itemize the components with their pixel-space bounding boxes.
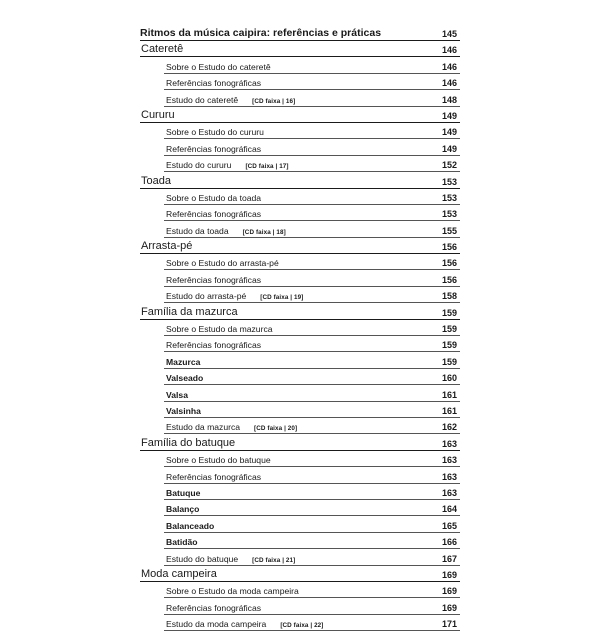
toc-heading <box>140 24 460 39</box>
toc-entry-row <box>140 88 460 104</box>
toc-entry-label: Sobre o Estudo do cururu <box>166 127 264 138</box>
toc-entry-row <box>140 400 460 416</box>
cd-track-reference: [CD faixa | 22] <box>280 622 324 630</box>
toc-entry-row <box>140 121 460 137</box>
toc-entry-row <box>140 137 460 153</box>
toc-entry-label: Estudo da mazurca <box>166 422 241 433</box>
toc-entry-page: 159 <box>441 356 457 367</box>
toc-section-title: Família da mazurca <box>141 305 238 318</box>
cd-track-reference: [CD faixa | 16] <box>252 97 296 105</box>
toc-entry-page: 159 <box>441 324 457 335</box>
toc-entry-row <box>140 268 460 284</box>
toc-section-row <box>140 564 460 580</box>
toc-entry-page: 156 <box>441 274 457 285</box>
toc-entry-label: Sobre o Estudo do arrasta-pé <box>166 258 279 269</box>
toc-entry-row <box>140 531 460 547</box>
toc-entry-label: Referências fonográficas <box>166 340 262 351</box>
toc-entry-label: Sobre o Estudo da toada <box>166 192 262 203</box>
toc-entry-label: Valsinha <box>166 405 201 416</box>
toc-entry-row <box>140 334 460 350</box>
toc-entry-row <box>140 383 460 399</box>
toc-entry-page: 163 <box>441 471 457 482</box>
toc-section-title: Arrasta-pé <box>141 240 193 253</box>
toc-entry-page: 153 <box>441 209 457 220</box>
toc-entry-row <box>140 514 460 530</box>
toc-entry-page: 165 <box>441 520 457 531</box>
toc-section-page: 153 <box>441 176 457 187</box>
toc-entry-row <box>140 252 460 268</box>
toc-entry-page: 162 <box>441 422 457 433</box>
toc-entry-label: Valseado <box>166 373 204 384</box>
toc-section-row <box>140 236 460 252</box>
toc-entry-page: 149 <box>441 127 457 138</box>
toc-entry-page: 148 <box>441 94 457 105</box>
toc-entry-page: 149 <box>441 143 457 154</box>
toc-entry-row <box>140 203 460 219</box>
cd-track-reference: [CD faixa | 19] <box>260 294 304 302</box>
toc-entry-label: Sobre o Estudo da moda campeira <box>166 586 299 597</box>
toc-entry-page: 146 <box>441 61 457 72</box>
toc-entry-page: 156 <box>441 258 457 269</box>
toc-entry-row <box>140 596 460 612</box>
toc-section-title: Moda campeira <box>141 567 217 580</box>
toc-entry-label: Estudo do cururu <box>166 160 232 171</box>
toc-section-title: Cururu <box>141 108 175 121</box>
toc-section-row <box>140 39 460 55</box>
toc-entry-page: 164 <box>441 504 457 515</box>
toc-entry-label: Estudo do batuque <box>166 553 239 564</box>
toc-entry-row <box>140 219 460 235</box>
toc-entry-page: 163 <box>441 455 457 466</box>
toc-entry-page: 169 <box>441 586 457 597</box>
toc-section-row <box>140 432 460 448</box>
toc-entry-row <box>140 416 460 432</box>
toc-entry-row <box>140 613 460 629</box>
toc-heading-title: Ritmos da música caipira: referências e práticas <box>140 27 382 39</box>
toc-entry-page: 161 <box>441 389 457 400</box>
toc-entry-row <box>140 72 460 88</box>
toc-entry-page: 159 <box>441 340 457 351</box>
toc-section-page: 146 <box>441 45 457 56</box>
toc-entry-page: 146 <box>441 78 457 89</box>
toc-entry-row <box>140 318 460 334</box>
toc-section-title: Cateretê <box>141 43 184 56</box>
toc-entry-label: Sobre o Estudo do cateretê <box>166 61 271 72</box>
cd-track-reference: [CD faixa | 17] <box>245 163 289 171</box>
toc-entry-row <box>140 350 460 366</box>
toc-entry-label: Estudo do cateretê <box>166 94 239 105</box>
toc-section-page: 163 <box>441 438 457 449</box>
toc-entry-page: 163 <box>441 487 457 498</box>
toc-entry-row <box>140 498 460 514</box>
toc-entry-page: 152 <box>441 160 457 171</box>
toc-section-row <box>140 170 460 186</box>
toc-section-row <box>140 301 460 317</box>
cd-track-reference: [CD faixa | 18] <box>242 228 286 236</box>
table-of-contents <box>140 24 460 629</box>
toc-entry-row <box>140 449 460 465</box>
toc-entry-label: Estudo do arrasta-pé <box>166 291 247 302</box>
toc-entry-label: Referências fonográficas <box>166 143 262 154</box>
toc-entry-row <box>140 482 460 498</box>
toc-entry-page: 171 <box>441 619 457 630</box>
toc-entry-label: Batuque <box>166 487 201 498</box>
toc-entry-label: Balanço <box>166 504 200 515</box>
toc-section-title: Família do batuque <box>141 436 236 449</box>
toc-entry-label: Referências fonográficas <box>166 471 262 482</box>
toc-entry-page: 169 <box>441 602 457 613</box>
toc-entry-page: 161 <box>441 405 457 416</box>
toc-entry-label: Estudo da moda campeira <box>166 619 267 630</box>
toc-entry-row <box>140 465 460 481</box>
toc-entry-page: 153 <box>441 192 457 203</box>
cd-track-reference: [CD faixa | 21] <box>252 556 296 564</box>
toc-section-page: 169 <box>441 569 457 580</box>
toc-entry-row <box>140 367 460 383</box>
toc-entry-label: Sobre o Estudo da mazurca <box>166 324 273 335</box>
toc-entry-label: Valsa <box>166 389 188 400</box>
toc-entry-page: 158 <box>441 291 457 302</box>
toc-entry-label: Referências fonográficas <box>166 78 262 89</box>
toc-entry-label: Referências fonográficas <box>166 602 262 613</box>
toc-entry-label: Mazurca <box>166 356 201 367</box>
toc-entry-label: Balanceado <box>166 520 215 531</box>
toc-heading-page: 145 <box>441 29 457 39</box>
toc-entry-row <box>140 154 460 170</box>
toc-section-page: 156 <box>441 242 457 253</box>
toc-entry-label: Sobre o Estudo do batuque <box>166 455 271 466</box>
toc-entry-page: 160 <box>441 373 457 384</box>
toc-section-row <box>140 105 460 121</box>
toc-entry-page: 167 <box>441 553 457 564</box>
toc-entry-label: Estudo da toada <box>166 225 229 236</box>
toc-entry-label: Referências fonográficas <box>166 274 262 285</box>
toc-entry-label: Batidão <box>166 537 198 548</box>
toc-entry-row <box>140 55 460 71</box>
toc-entry-row <box>140 187 460 203</box>
toc-entry-row <box>140 285 460 301</box>
toc-entry-page: 155 <box>441 225 457 236</box>
toc-section-title: Toada <box>141 174 171 187</box>
toc-entry-row <box>140 547 460 563</box>
toc-section-page: 149 <box>441 110 457 121</box>
toc-entry-page: 166 <box>441 537 457 548</box>
toc-entry-row <box>140 580 460 596</box>
toc-entry-label: Referências fonográficas <box>166 209 262 220</box>
toc-section-page: 159 <box>441 307 457 318</box>
cd-track-reference: [CD faixa | 20] <box>254 425 298 433</box>
